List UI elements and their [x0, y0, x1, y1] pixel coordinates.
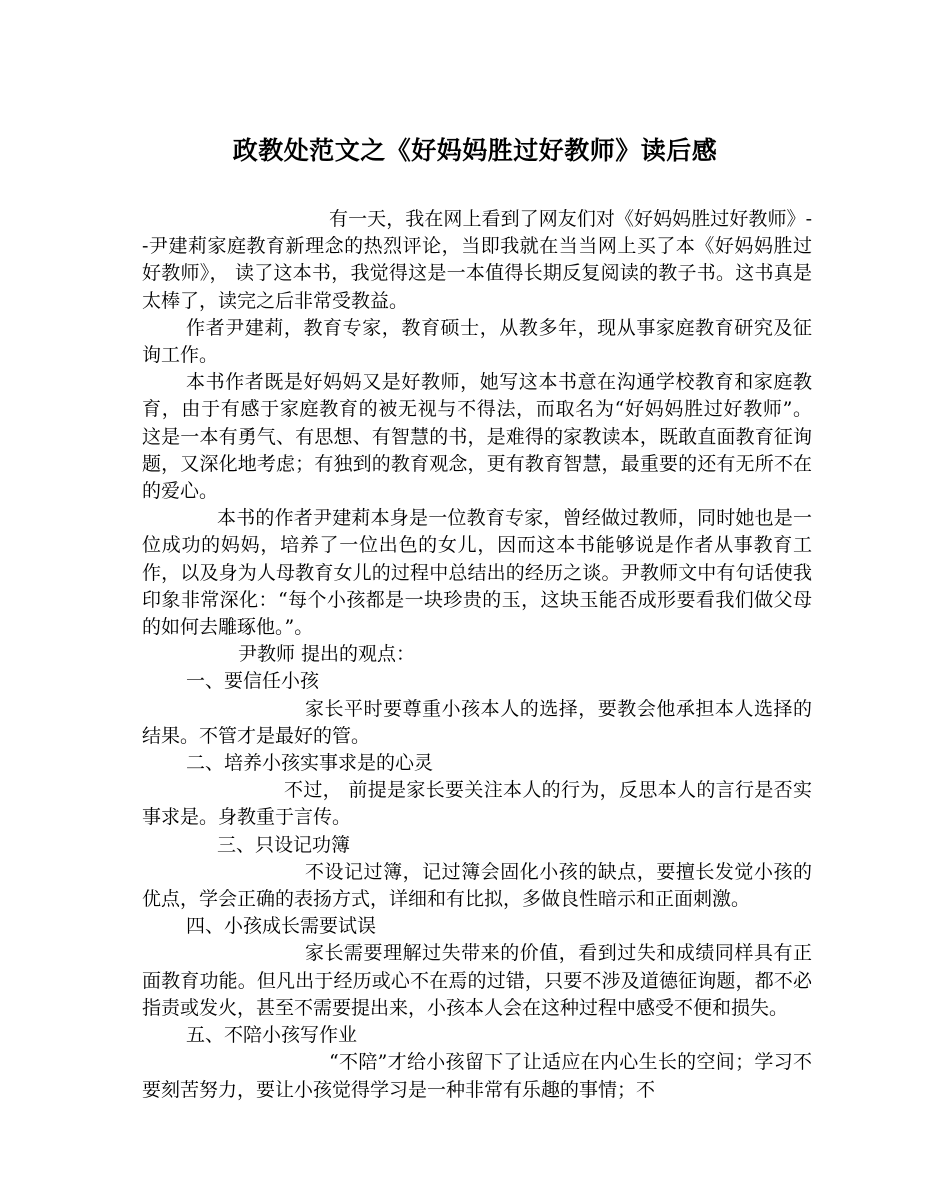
- paragraph-point-3: 不设记过簿，记过簿会固化小孩的缺点，要擅长发觉小孩的优点，学会正确的表扬方式，详细和有比拟，多做良性暗示和正面刺激。: [142, 860, 812, 911]
- document-body: [142, 206, 812, 1104]
- heading-point-5: 五、不陪小孩写作业: [186, 1024, 358, 1047]
- paragraph-intro: 有一天，我在网上看到了网友们对《好妈妈胜过好教师》--尹建莉家庭教育新理念的热烈评论，当即我就在当当网上买了本《好妈妈胜过好教师》， 读了这本书，我觉得这是一本值得长期反复阅读的教子书。这书真是太棒了，读完之后非常受教益。: [142, 208, 812, 312]
- document-title: 政教处范文之《好妈妈胜过好教师》读后感: [232, 136, 718, 165]
- paragraph-author: 作者尹建莉，教育专家，教育硕士，从教多年，现从事家庭教育研究及征询工作。: [142, 316, 812, 367]
- paragraph-point-4: 家长需要理解过失带来的价值，看到过失和成绩同样具有正面教育功能。但凡出于经历或心不在焉的过错，只要不涉及道德征询题，都不必指责或发火，甚至不需要提出来，小孩本人会在这种过程中感受不便和损失。: [142, 942, 812, 1019]
- paragraph-point-2: 不过， 前提是家长要关注本人的行为，反思本人的言行是否实事求是。身教重于言传。: [142, 779, 812, 829]
- paragraph-point-1: 家长平时要尊重小孩本人的选择，要教会他承担本人选择的结果。不管才是最好的管。: [142, 697, 812, 747]
- heading-point-1: 一、要信任小孩: [186, 670, 320, 693]
- paragraph-point-5: “不陪”才给小孩留下了让适应在内心生长的空间；学习不要刻苦努力，要让小孩觉得学习是一种非常有乐趣的事情；不: [142, 1051, 812, 1101]
- heading-point-3: 三、只设记功簿: [217, 833, 351, 856]
- heading-point-4: 四、小孩成长需要试误: [186, 915, 377, 938]
- heading-point-2: 二、培养小孩实事求是的心灵: [186, 752, 434, 775]
- paragraph-viewpoints-heading: 尹教师 提出的观点：: [238, 643, 416, 666]
- paragraph-book-purpose: 本书作者既是好妈妈又是好教师，她写这本书意在沟通学校教育和家庭教育，由于有感于家庭教育的被无视与不得法，而取名为“好妈妈胜过好教师”。 这是一本有勇气、有思想、有智慧的书，是难得的家教读本，既敢直面教育征询题，又深化地考虑；有独到的教育观念，更有教育智慧，最重要的还有无所不在的爱心。: [142, 371, 812, 503]
- paragraph-author-background: 本书的作者尹建莉本身是一位教育专家，曾经做过教师，同时她也是一位成功的妈妈，培养了一位出色的女儿，因而这本书能够说是作者从事教育工作，以及身为人母教育女儿的过程中总结出的经历之谈。尹教师文中有句话使我印象非常深化：“每个小孩都是一块珍贵的玉，这块玉能否成形要看我们做父母的如何去雕琢他。”。: [142, 507, 812, 639]
